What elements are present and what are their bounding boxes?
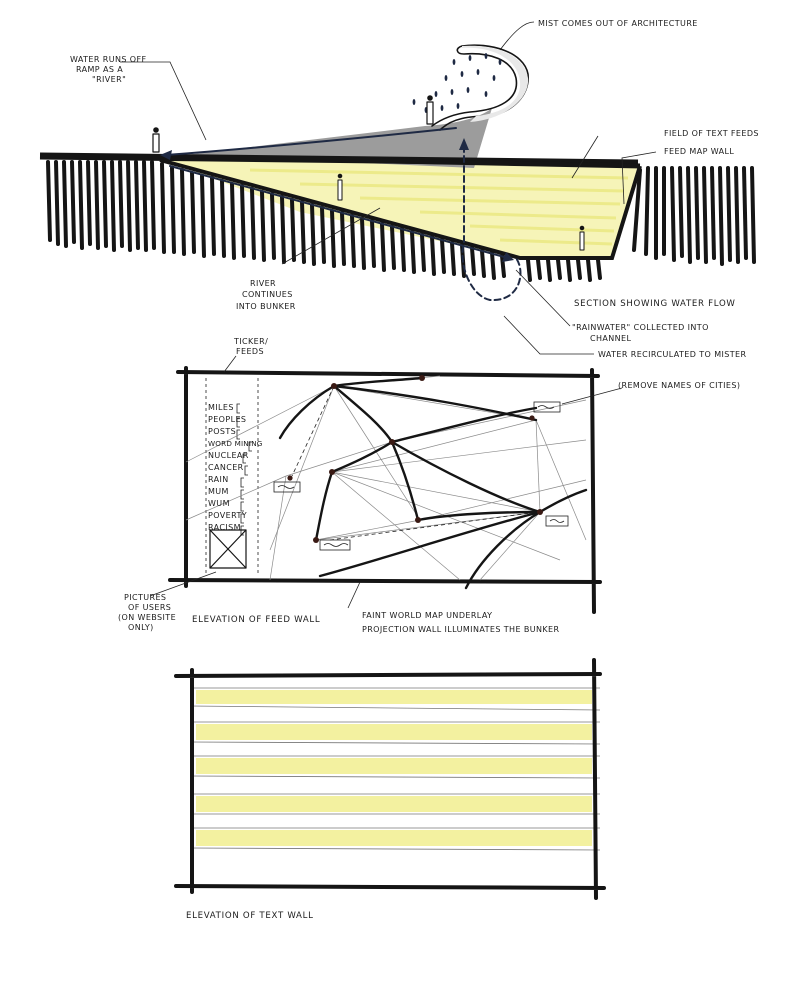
- leader-water-runs: [120, 62, 206, 140]
- label-feed-map-wall: Feed map wall: [664, 147, 735, 156]
- label-pictures-4: only): [128, 623, 154, 632]
- label-river-2: continues: [242, 290, 293, 299]
- label-rainwater-1: "Rainwater" collected into: [572, 323, 709, 332]
- label-pictures-3: (on website: [118, 613, 177, 622]
- label-water-runs-1: Water runs off: [70, 55, 147, 64]
- leader-ticker: [224, 356, 236, 372]
- feed-item: Posts: [208, 427, 237, 436]
- feed-item: Cancer: [208, 463, 244, 472]
- label-underlay-1: Faint world map underlay: [362, 611, 493, 620]
- user-picture-box: [210, 530, 246, 568]
- feed-item: Nuclear: [208, 451, 249, 460]
- label-underlay-2: Projection wall illuminates the bunker: [362, 625, 560, 634]
- feed-item: Rain: [208, 475, 229, 484]
- leader-underlay: [348, 582, 360, 608]
- earth-hatch-right: [634, 168, 754, 264]
- label-water-runs-2: ramp as a: [76, 65, 124, 74]
- feed-item: Miles: [208, 403, 234, 412]
- feed-item: Racism: [208, 523, 241, 532]
- label-remove-cities: (remove names of cities): [618, 381, 741, 390]
- label-ticker-2: feeds: [236, 347, 264, 356]
- label-ticker-1: ticker/: [234, 337, 269, 346]
- text-bands: [196, 690, 592, 846]
- feed-item: Peoples: [208, 415, 247, 424]
- feed-wall-frame: [170, 368, 600, 612]
- label-river-1: River: [250, 279, 277, 288]
- label-text-wall-title: Elevation of text wall: [186, 911, 314, 921]
- label-section-title: Section showing water flow: [574, 299, 736, 309]
- text-wall-drawing: [176, 660, 604, 898]
- leader-recirc: [504, 316, 594, 354]
- human-figure-left: [153, 128, 159, 152]
- label-rainwater-2: channel: [590, 334, 632, 343]
- label-feed-wall-title: Elevation of feed wall: [192, 615, 321, 625]
- label-mist: Mist comes out of architecture: [538, 19, 698, 28]
- human-figure-ramp: [427, 96, 433, 124]
- label-recirculated: Water recirculated to mister: [598, 350, 747, 359]
- feed-list: [208, 403, 263, 532]
- feed-item: Mum: [208, 487, 229, 496]
- network-lines: [280, 378, 586, 588]
- label-pictures-2: of users: [128, 603, 172, 612]
- feed-item: Wum: [208, 499, 230, 508]
- label-field-feeds: Field of text feeds: [664, 129, 759, 138]
- human-figure-bunker: [580, 226, 584, 250]
- feed-item: Poverty: [208, 511, 248, 520]
- label-pictures-1: Pictures: [124, 593, 167, 602]
- label-water-runs-3: "river": [92, 75, 127, 84]
- label-river-3: into bunker: [236, 302, 296, 311]
- feed-wall-drawing: [150, 356, 622, 612]
- feed-item: Word Mining: [208, 439, 263, 448]
- network-nodes: [287, 375, 543, 543]
- mist-drops: [413, 53, 502, 113]
- leader-mist: [500, 22, 534, 50]
